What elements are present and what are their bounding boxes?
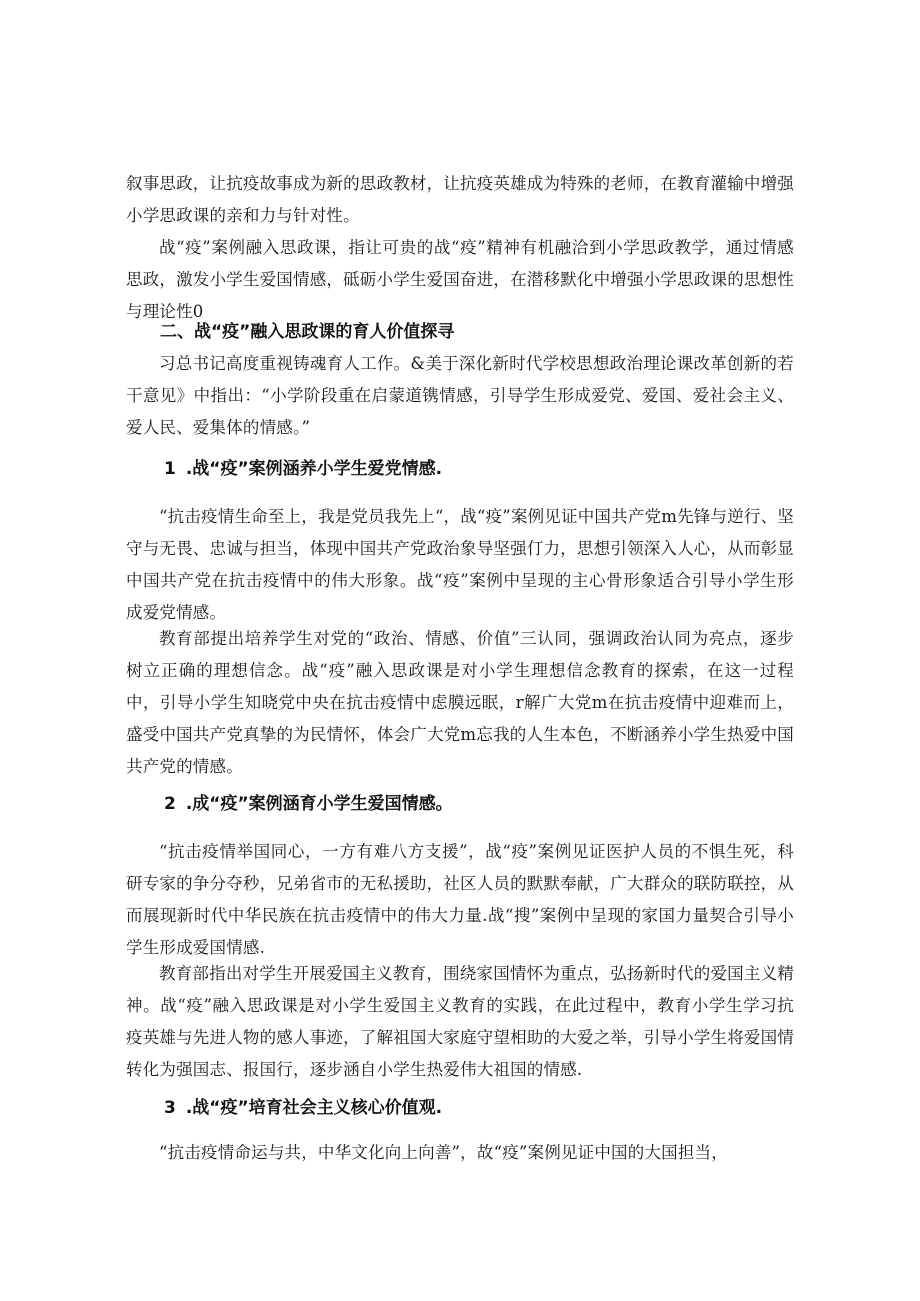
subheading-text: .战“疫”培育社会主义核心价值观. (185, 1098, 443, 1118)
section-heading: 二、战“疫”融入思政课的育人价值探寻 (160, 322, 455, 342)
paragraph: “抗击疫情生命至上，我是党员我先上“，战“疫”案例见证中国共产党m先锋与逆行、坚守与无畏、忠诚与担当，体现中国共产党政治象导坚强仃力，思想引领深入人心，从而彰显中国共产党在抗击疫情中的伟大形象。战“疫”案例中呈现的主心骨形象适合引导小学生形成爱党情感。 (126, 507, 794, 622)
subheading-number: 1 (164, 459, 176, 479)
paragraph: 战“疫”案例融入思政课，指让可贵的战“疫”精神有机融洽到小学思政教学，通过情感思政，激发小学生爱国情感，砥砺小学生爱国奋进，在潜移默化中增强小学思政课的思想性与理论性0 (126, 238, 794, 321)
paragraph: 教育部指出对学生开展爱国主义教育，围绕家国情怀为重点，弘扬新时代的爱国主义精神。战“疫”融入思政课是对小学生爱国主义教育的实践，在此过程中，教育小学生学习抗疫英雄与先进人物的感人事迹，了解祖国大家庭守望相助的大爱之举，引导小学生将爱国情转化为强国志、报国行，逐步涵自小学生热爱伟大祖国的情感. (126, 964, 794, 1079)
paragraph: “抗击疫情举国同心，一方有难八方支援”，战“疫”案例见证医护人员的不惧生死，科研专家的争分夺秒，兄弟省市的无私援助，社区人员的默默奉献，广大群众的联防联控，从而展现新时代中华民族在抗击疫情中的伟大力量.战“搜”案例中呈现的家国力量契合引导小学生形成爱国情感. (126, 842, 794, 957)
paragraph: 教育部提出培养学生对党的“政治、情感、价值”三认同，强调政治认同为亮点，逐步树立正确的理想信念。战“疫”融入思政课是对小学生理想信念教育的探索，在这一过程中，引导小学生知晓党中央在抗击疫情中虑膜远眠，r解广大党m在抗击疫情中迎难而上，盛受中国共产党真挚的为民情怀，体会广大党m忘我的人生本色，不断涵养小学生热爱中国共产党的情感。 (126, 629, 794, 776)
subheading-3 (164, 1096, 442, 1120)
subheading-text: .战“疫”案例涵养小学生爱党情感. (185, 459, 443, 479)
paragraph: “抗击疫情命运与共，中华文化向上向善”，故“疫”案例见证中国的大国担当， (159, 1143, 728, 1162)
subheading-number: 2 (164, 794, 176, 814)
subheading-text: .成“疫”案例涵育小学生爱国情感。 (185, 794, 453, 814)
subheading-1 (164, 457, 442, 481)
subheading-2 (164, 792, 453, 816)
subheading-number: 3 (164, 1098, 176, 1118)
paragraph: 习总书记高度重视铸魂育人工作。&美于深化新时代学校思想政治理论课改革创新的若干意见》中指出：“小学阶段重在启蒙道镌情感，引导学生形成爱党、爱国、爱社会主义、爱人民、爱集体的情感。” (126, 354, 794, 437)
paragraph: 叙事思政，让抗疫故事成为新的思政教材，让抗疫英雄成为特殊的老师，在教育灌输中增强小学思政课的亲和力与针对性。 (126, 174, 794, 225)
